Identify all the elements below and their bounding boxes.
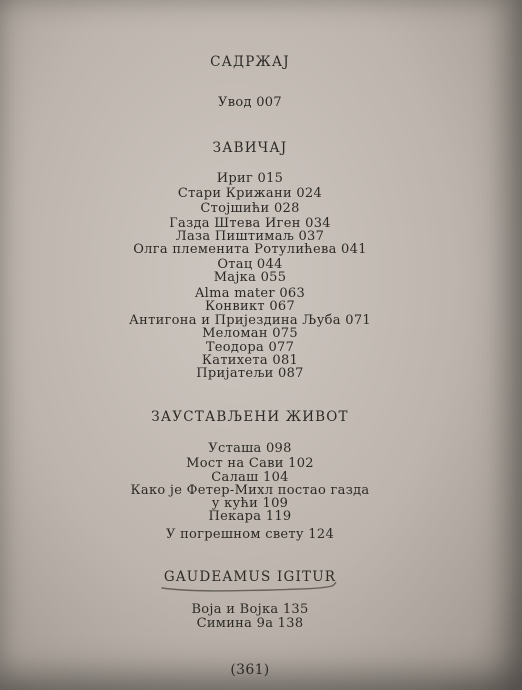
intro-entry: Увод 007 [218,95,282,110]
toc-entry: Лаза Пиштимаљ 037 [175,229,325,244]
toc-entry: Симина 9а 138 [196,616,304,631]
section-heading-gaudeamus-igitur: GAUDEAMUS IGITUR [163,569,337,585]
toc-entry: Отац 044 [217,257,283,272]
toc-entry: Воја и Војка 135 [191,602,309,617]
toc-entry: у кући 109 [211,496,289,511]
toc-entry: Alma mater 063 [194,286,306,301]
toc-entry: Салаш 104 [211,470,289,485]
toc-entry: Ириг 015 [216,171,284,186]
toc-entry: Меломан 075 [202,326,298,341]
toc-entry: Антигона и Пријездина Љуба 071 [129,313,371,328]
section-heading-zaustavljeni-zivot: ЗАУСТАВЉЕНИ ЖИВОТ [151,409,349,425]
toc-entry: Како је Фетер-Михл постао газда [130,483,370,498]
toc-entry: Пекара 119 [208,509,292,524]
toc-entry: Газда Штева Иген 034 [169,216,331,231]
page-number: (361) [230,662,270,678]
toc-entry: Конвикт 067 [204,299,296,314]
toc-title: САДРЖАЈ [210,54,290,70]
toc-entry: Теодора 077 [205,340,295,355]
toc-entry: У погрешном свету 124 [165,527,335,542]
toc-entry: Мост на Сави 102 [186,456,314,471]
toc-entry: Олга племенита Ротулићева 041 [133,242,367,257]
toc-entry: Мајка 055 [213,270,287,285]
toc-entry: Стари Крижани 024 [177,186,323,201]
toc-entry: Стојшићи 028 [200,201,300,216]
section-heading-zavicaj: ЗАВИЧАЈ [212,140,288,156]
toc-entry: Усташа 098 [208,441,292,456]
toc-entry: Катихета 081 [201,353,299,368]
pencil-underline [160,582,338,598]
toc-entry: Пријатељи 087 [196,366,304,381]
